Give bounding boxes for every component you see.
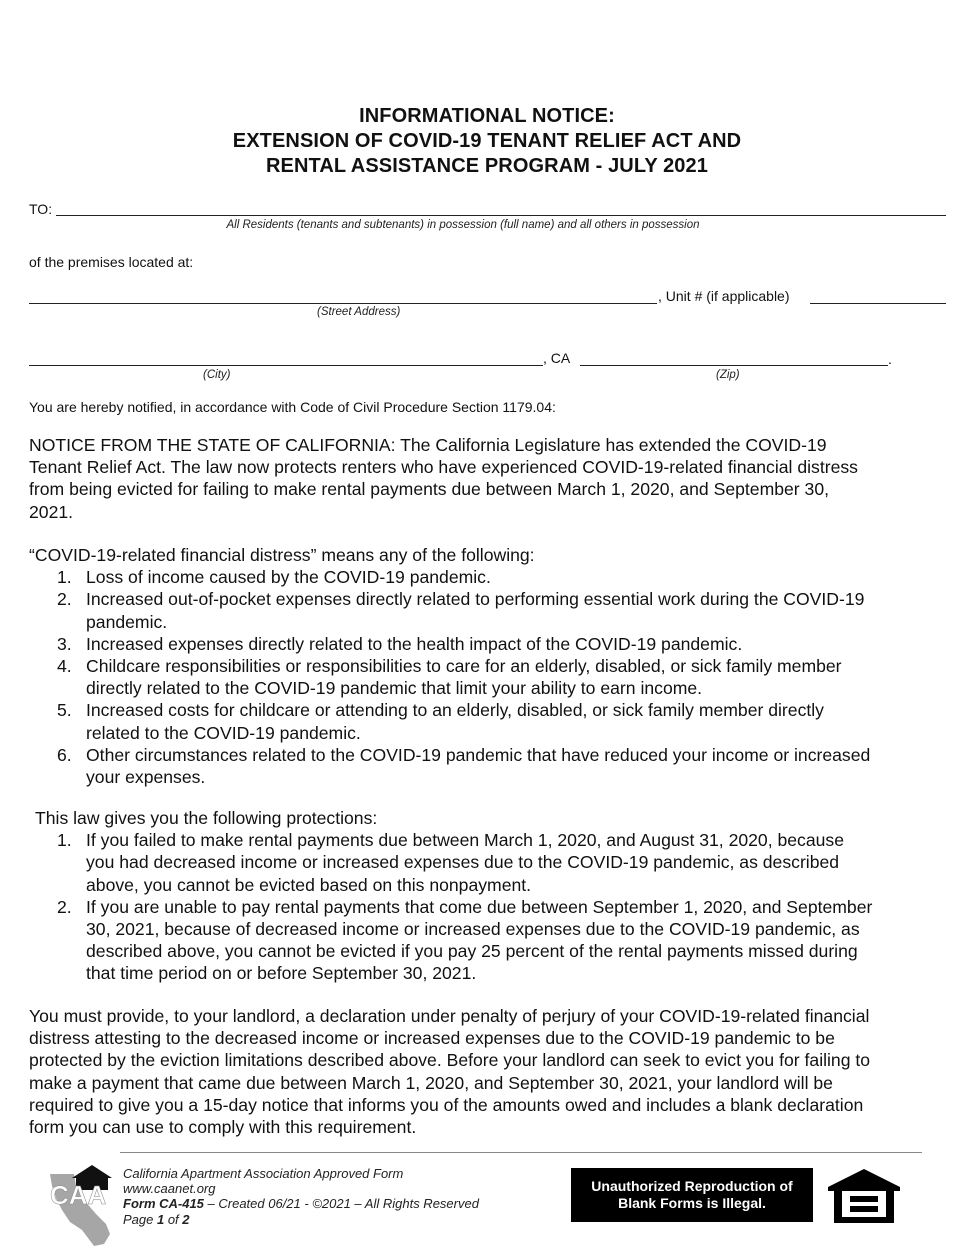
distress-intro: “COVID-19-related financial distress” means any of the following:	[29, 545, 535, 565]
list-item: 1. Loss of income caused by the COVID-19 pandemic.	[57, 567, 491, 588]
state-notice-paragraph: NOTICE FROM THE STATE OF CALIFORNIA: The California Legislature has extended the COVID-19 Tenant Relief Act. The law now protects renters who have experienced COVID-19-related financial distress from being evicted for failing to make rental payments due between March 1, 2020, and September 30, 2021.	[29, 435, 858, 522]
title-line-1: INFORMATIONAL NOTICE:	[359, 105, 615, 127]
caa-logo-icon	[44, 1164, 120, 1248]
street-address-field[interactable]	[29, 303, 657, 304]
approved-text: California Apartment Association Approved Form	[123, 1166, 404, 1181]
distress-list	[29, 566, 949, 788]
list-item: 5. Increased costs for childcare or attending to an elderly, disabled, or sick family member directly related to the COVID-19 pandemic.	[57, 700, 824, 743]
unit-label: , Unit # (if applicable)	[658, 288, 790, 304]
list-item: 4. Childcare responsibilities or responsibilities to care for an elderly, disabled, or sick family member directly related to the COVID-19 pandemic that limit your ability to earn income.	[57, 656, 842, 699]
svg-text:CAA: CAA	[50, 1180, 107, 1210]
zip-caption: (Zip)	[716, 369, 740, 381]
to-caption: All Residents (tenants and subtenants) in possession (full name) and all others in possession	[226, 219, 700, 231]
zip-trailing: .	[888, 351, 892, 367]
city-caption: (City)	[203, 369, 231, 381]
document-title	[0, 104, 974, 179]
title-line-3: RENTAL ASSISTANCE PROGRAM - JULY 2021	[266, 155, 708, 177]
list-item: 1. If you failed to make rental payments due between March 1, 2020, and August 31, 2020, because you had decreased income or increased expenses due to the COVID-19 pandemic, as described above, you cannot be evicted based on this nonpayment.	[57, 830, 845, 895]
title-line-2: EXTENSION OF COVID-19 TENANT RELIEF ACT AND	[232, 130, 742, 152]
unit-field[interactable]	[810, 303, 946, 304]
reproduction-warning: Unauthorized Reproduction of Blank Forms is Illegal.	[571, 1168, 813, 1222]
form-meta: Form CA-415 – Created 06/21 - ©2021 – All Rights Reserved	[123, 1196, 479, 1212]
equal-housing-icon	[828, 1169, 900, 1223]
declaration-paragraph: You must provide, to your landlord, a declaration under penalty of perjury of your COVID-19-related financial distress attesting to the decreased income or increased expenses due to the COVID-19 pandemic to be protected by the eviction limitations described above. Before your landlord can seek to evict you for failing to make a payment that came due between March 1, 2020, and September 30, 2021, your landlord will be required to give you a 15-day notice that informs you of the amounts owed and includes a blank declaration form you can use to comply with this requirement.	[29, 1006, 871, 1138]
zip-field[interactable]	[580, 365, 888, 366]
list-item: 2. If you are unable to pay rental payments that come due between September 1, 2020, and September 30, 2021, because of decreased income or increased expenses due to the COVID-19 pandemic, as described above, you cannot be evicted if you pay 25 percent of the rental payments missed during that time period on or before September 30, 2021.	[57, 896, 873, 984]
form-id: Form CA-415	[123, 1196, 204, 1212]
protections-section	[29, 807, 949, 985]
list-item: 2. Increased out-of-pocket expenses directly related to performing essential work during the COVID-19 pandemic.	[57, 589, 865, 632]
state-label: , CA	[543, 350, 571, 366]
list-item: 6. Other circumstances related to the COVID-19 pandemic that have reduced your income or increased your expenses.	[57, 744, 871, 788]
city-field[interactable]	[29, 365, 543, 366]
protections-list	[29, 829, 949, 984]
notified-text: You are hereby notified, in accordance with Code of Civil Procedure Section 1179.04:	[29, 399, 556, 415]
list-item: 3. Increased expenses directly related to the health impact of the COVID-19 pandemic.	[57, 633, 743, 654]
footer-divider	[120, 1152, 922, 1153]
to-field[interactable]	[56, 215, 946, 216]
protections-intro: This law gives you the following protections:	[35, 808, 378, 828]
website-link[interactable]: www.caanet.org	[123, 1181, 216, 1197]
page-indicator: Page 1 of 2	[123, 1211, 190, 1227]
distress-definition	[29, 544, 949, 788]
to-label: TO:	[29, 201, 53, 217]
street-caption: (Street Address)	[317, 306, 401, 318]
premises-label: of the premises located at:	[29, 254, 194, 270]
footer-info	[123, 1166, 479, 1227]
